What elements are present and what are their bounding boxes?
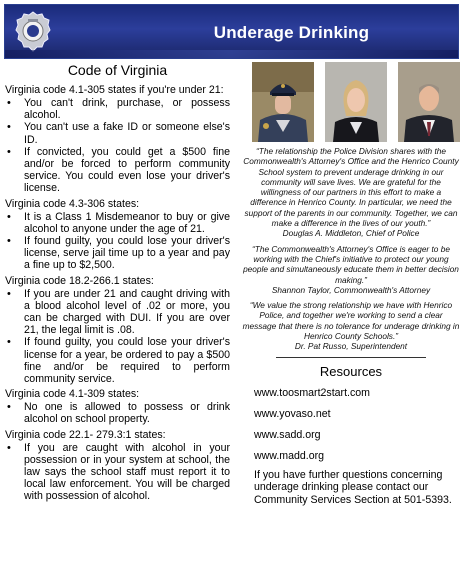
code-of-virginia-column — [5, 62, 230, 506]
code-section-list — [5, 288, 230, 386]
code-section — [5, 275, 230, 386]
code-section-head: Virginia code 4.1-309 states: — [5, 388, 140, 401]
code-section — [5, 388, 230, 425]
resources-title: Resources — [319, 363, 383, 379]
quote-text: “The relationship the Police Division shares with the Commonwealth's Attorney's Office and the Henrico County School system to prevent underage drinking in our community will save lives. We are grateful for the willingness of our partners in this effort to make a difference in Henrico County. In particular, we need the support of the parents in our community. Together, we can make a difference in the lives of our youth.” — [243, 146, 459, 229]
resource-link[interactable]: www.yovaso.net — [254, 407, 331, 420]
code-section — [5, 429, 230, 503]
resource-link[interactable]: www.sadd.org — [254, 428, 321, 441]
quote-police-chief — [242, 146, 460, 239]
resource-link[interactable]: www.toosmart2start.com — [254, 386, 370, 399]
quote-attribution: Dr. Pat Russo, Superintendent — [294, 341, 408, 352]
list-item: • If convicted, you could get a $500 fine and/or be forced to perform community service. You could even lose your driver's license. — [5, 146, 230, 195]
code-section — [5, 198, 230, 272]
portrait-row — [252, 62, 460, 142]
portrait-commonwealth-attorney — [325, 62, 387, 142]
list-item: • If you are caught with alcohol in your possession or in your system at school, the law says the school staff must report it to local law enforcement. You will be charged with possession of alcohol. — [5, 442, 230, 503]
quotes-column — [242, 62, 460, 506]
list-item: • If you are under 21 and caught driving with a blood alcohol level of .02 or more, you can be charged with DUI. If you are over 21, the legal limit is .08. — [5, 288, 230, 337]
list-item: • You can't drink, purchase, or possess alcohol. — [5, 97, 230, 121]
list-item: • If found guilty, you could lose your driver's license for a year, be ordered to pay a $500 fine and/or be required to perform community service. — [5, 336, 230, 385]
header-banner — [4, 4, 459, 59]
police-badge-icon — [15, 11, 51, 53]
quote-attribution: Shannon Taylor, Commonwealth's Attorney — [271, 284, 431, 295]
divider — [276, 357, 426, 358]
page-title: Underage Drinking — [213, 23, 370, 42]
code-section-head: Virginia code 4.3-306 states: — [5, 197, 140, 210]
list-item: • If found guilty, you could lose your driver's license, serve jail time up to a year and pay a fine up to $2,500. — [5, 235, 230, 272]
code-heading: Code of Virginia — [67, 62, 168, 78]
quote-superintendent — [242, 300, 460, 351]
list-item: • It is a Class 1 Misdemeanor to buy or give alcohol to anyone under the age of 21. — [5, 211, 230, 235]
portrait-superintendent — [398, 62, 460, 142]
quote-attribution: Douglas A. Middleton, Chief of Police — [282, 228, 420, 239]
resource-link[interactable]: www.madd.org — [254, 449, 325, 462]
quote-text: “The Commonwealth's Attorney's Office is eager to be working with the Chief's initiative to protect our young people and simultaneously educate them in better decision making.” — [243, 243, 459, 285]
contact-note: If you have further questions concerning underage drinking please contact our Community Services Section at 501-5393. — [254, 468, 452, 506]
list-item: • You can't use a fake ID or someone else's ID. — [5, 121, 230, 145]
code-section-head: Virginia code 18.2-266.1 states: — [5, 274, 154, 287]
code-section-head: Virginia code 4.1-305 states if you're under 21: — [5, 84, 224, 96]
code-section — [5, 84, 230, 195]
portrait-police-chief — [252, 62, 314, 142]
code-section-list — [5, 97, 230, 195]
code-section-head: Virginia code 22.1- 279.3:1 states: — [5, 428, 166, 441]
code-section-list — [5, 442, 230, 503]
quote-text: “We value the strong relationship we have with Henrico Police, and together we're working to send a clear message that there is no tolerance for underage drinking in Henrico County Schools.” — [242, 300, 460, 342]
list-item: • No one is allowed to possess or drink alcohol on school property. — [5, 401, 230, 425]
quote-commonwealth-attorney — [242, 244, 460, 295]
code-section-list — [5, 211, 230, 272]
code-section-list — [5, 401, 230, 425]
